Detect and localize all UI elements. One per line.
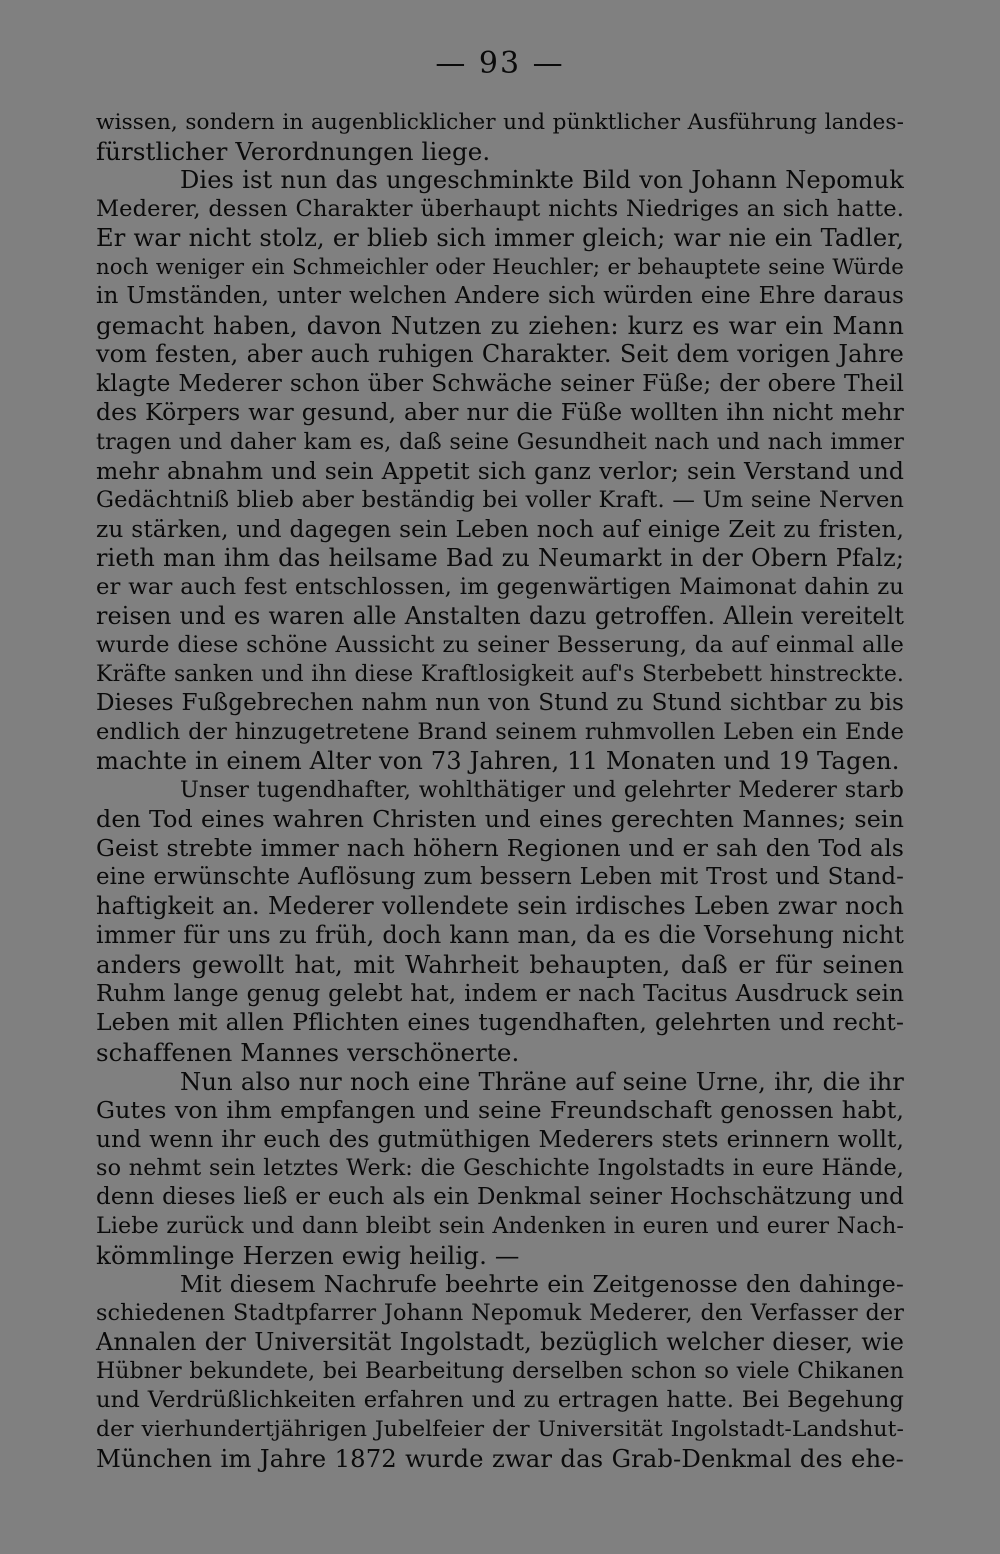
text-line: eine erwünschte Auflösung zum bessern Leben mit Trost und Stand- xyxy=(96,864,904,891)
text-line: mehr abnahm und sein Appetit sich ganz verlor; sein Verstand und xyxy=(96,456,904,485)
text-line: kömmlinge Herzen ewig heilig. — xyxy=(96,1240,520,1270)
text-line: noch weniger ein Schmeichler oder Heuchler; er behauptete seine Würde xyxy=(96,255,904,281)
text-line: und wenn ihr euch des gutmüthigen Mederers stets erinnern wollt, xyxy=(96,1125,904,1153)
text-line: klagte Mederer schon über Schwäche seiner Füße; der obere Theil xyxy=(96,369,904,398)
text-line: der vierhundertjährigen Jubelfeier der Universität Ingolstadt-Landshut- xyxy=(96,1417,904,1443)
body-text xyxy=(96,108,904,1473)
text-line: Liebe zurück und dann bleibt sein Andenken in euren und eurer Nach- xyxy=(96,1212,904,1239)
text-line: Gedächtniß blieb aber beständig bei voller Kraft. — Um seine Nerven xyxy=(96,486,904,513)
text-line: zu stärken, und dagegen sein Leben noch auf einige Zeit zu fristen, xyxy=(96,515,904,543)
text-line: Mit diesem Nachrufe beehrte ein Zeitgenosse den dahinge- xyxy=(180,1269,904,1298)
text-line: Leben mit allen Pflichten eines tugendhaften, gelehrten und recht- xyxy=(96,1008,904,1037)
text-line: Nun also nur noch eine Thräne auf seine Urne, ihr, die ihr xyxy=(180,1066,904,1096)
text-line: Annalen der Universität Ingolstadt, bezüglich welcher dieser, wie xyxy=(96,1327,904,1356)
text-line: und Verdrüßlichkeiten erfahren und zu ertragen hatte. Bei Begehung xyxy=(96,1387,904,1414)
text-line: schiedenen Stadtpfarrer Johann Nepomuk Mederer, den Verfasser der xyxy=(96,1299,904,1326)
text-line: Gutes von ihm empfangen und seine Freundschaft genossen habt, xyxy=(96,1095,904,1124)
text-line: Dieses Fußgebrechen nahm nun von Stund zu Stund sichtbar zu bis xyxy=(96,689,904,716)
text-line: wissen, sondern in augenblicklicher und pünktlicher Ausführung landes- xyxy=(96,110,904,135)
text-line: Hübner bekundete, bei Bearbeitung derselben schon so viele Chikanen xyxy=(96,1359,904,1385)
text-line: tragen und daher kam es, daß seine Gesundheit nach und nach immer xyxy=(96,428,904,455)
text-line: anders gewollt hat, mit Wahrheit behaupten, daß er für seinen xyxy=(96,950,904,980)
text-line: so nehmt sein letztes Werk: die Geschichte Ingolstadts in eure Hände, xyxy=(96,1154,904,1181)
text-line: den Tod eines wahren Christen und eines gerechten Mannes; sein xyxy=(96,805,904,834)
text-line: Ruhm lange genug gelebt hat, indem er nach Tacitus Ausdruck sein xyxy=(96,980,904,1008)
text-line: machte in einem Alter von 73 Jahren, 11 Monaten und 19 Tagen. xyxy=(96,747,900,776)
text-line: Er war nicht stolz, er blieb sich immer gleich; war nie ein Tadler, xyxy=(96,224,904,253)
page-number: — 93 — xyxy=(435,46,565,81)
text-line: denn dieses ließ er euch als ein Denkmal seiner Hochschätzung und xyxy=(96,1183,904,1210)
text-line: reisen und es waren alle Anstalten dazu getroffen. Allein vereitelt xyxy=(96,601,904,630)
text-line: endlich der hinzugetretene Brand seinem ruhmvollen Leben ein Ende xyxy=(96,718,904,745)
text-line: haftigkeit an. Mederer vollendete sein irdisches Leben zwar noch xyxy=(96,892,904,921)
text-line: wurde diese schöne Aussicht zu seiner Besserung, da auf einmal alle xyxy=(96,631,904,658)
text-line: schaffenen Mannes verschönerte. xyxy=(96,1037,520,1067)
text-line: Unser tugendhafter, wohlthätiger und gelehrter Mederer starb xyxy=(180,777,904,804)
text-line: Dies ist nun das ungeschminkte Bild von Johann Nepomuk xyxy=(180,166,904,195)
text-line: gemacht haben, davon Nutzen zu ziehen: kurz es war ein Mann xyxy=(96,311,904,341)
text-line: fürstlicher Verordnungen liege. xyxy=(96,137,491,167)
text-line: er war auch fest entschlossen, im gegenwärtigen Maimonat dahin zu xyxy=(96,573,904,600)
text-line: vom festen, aber auch ruhigen Charakter. Seit dem vorigen Jahre xyxy=(96,340,904,369)
text-line: immer für uns zu früh, doch kann man, da es die Vorsehung nicht xyxy=(96,921,904,950)
text-line: München im Jahre 1872 wurde zwar das Grab-Denkmal des ehe- xyxy=(96,1444,904,1474)
text-line: in Umständen, unter welchen Andere sich würden eine Ehre daraus xyxy=(96,283,904,310)
text-line: Kräfte sanken und ihn diese Kraftlosigkeit auf's Sterbebett hinstreckte. xyxy=(96,661,904,687)
text-line: Geist strebte immer nach höhern Regionen und er sah den Tod als xyxy=(96,834,904,863)
text-line: Mederer, dessen Charakter überhaupt nichts Niedriges an sich hatte. xyxy=(96,196,904,223)
text-line: rieth man ihm das heilsame Bad zu Neumarkt in der Obern Pfalz; xyxy=(96,543,904,572)
text-line: des Körpers war gesund, aber nur die Füße wollten ihn nicht mehr xyxy=(96,398,904,427)
